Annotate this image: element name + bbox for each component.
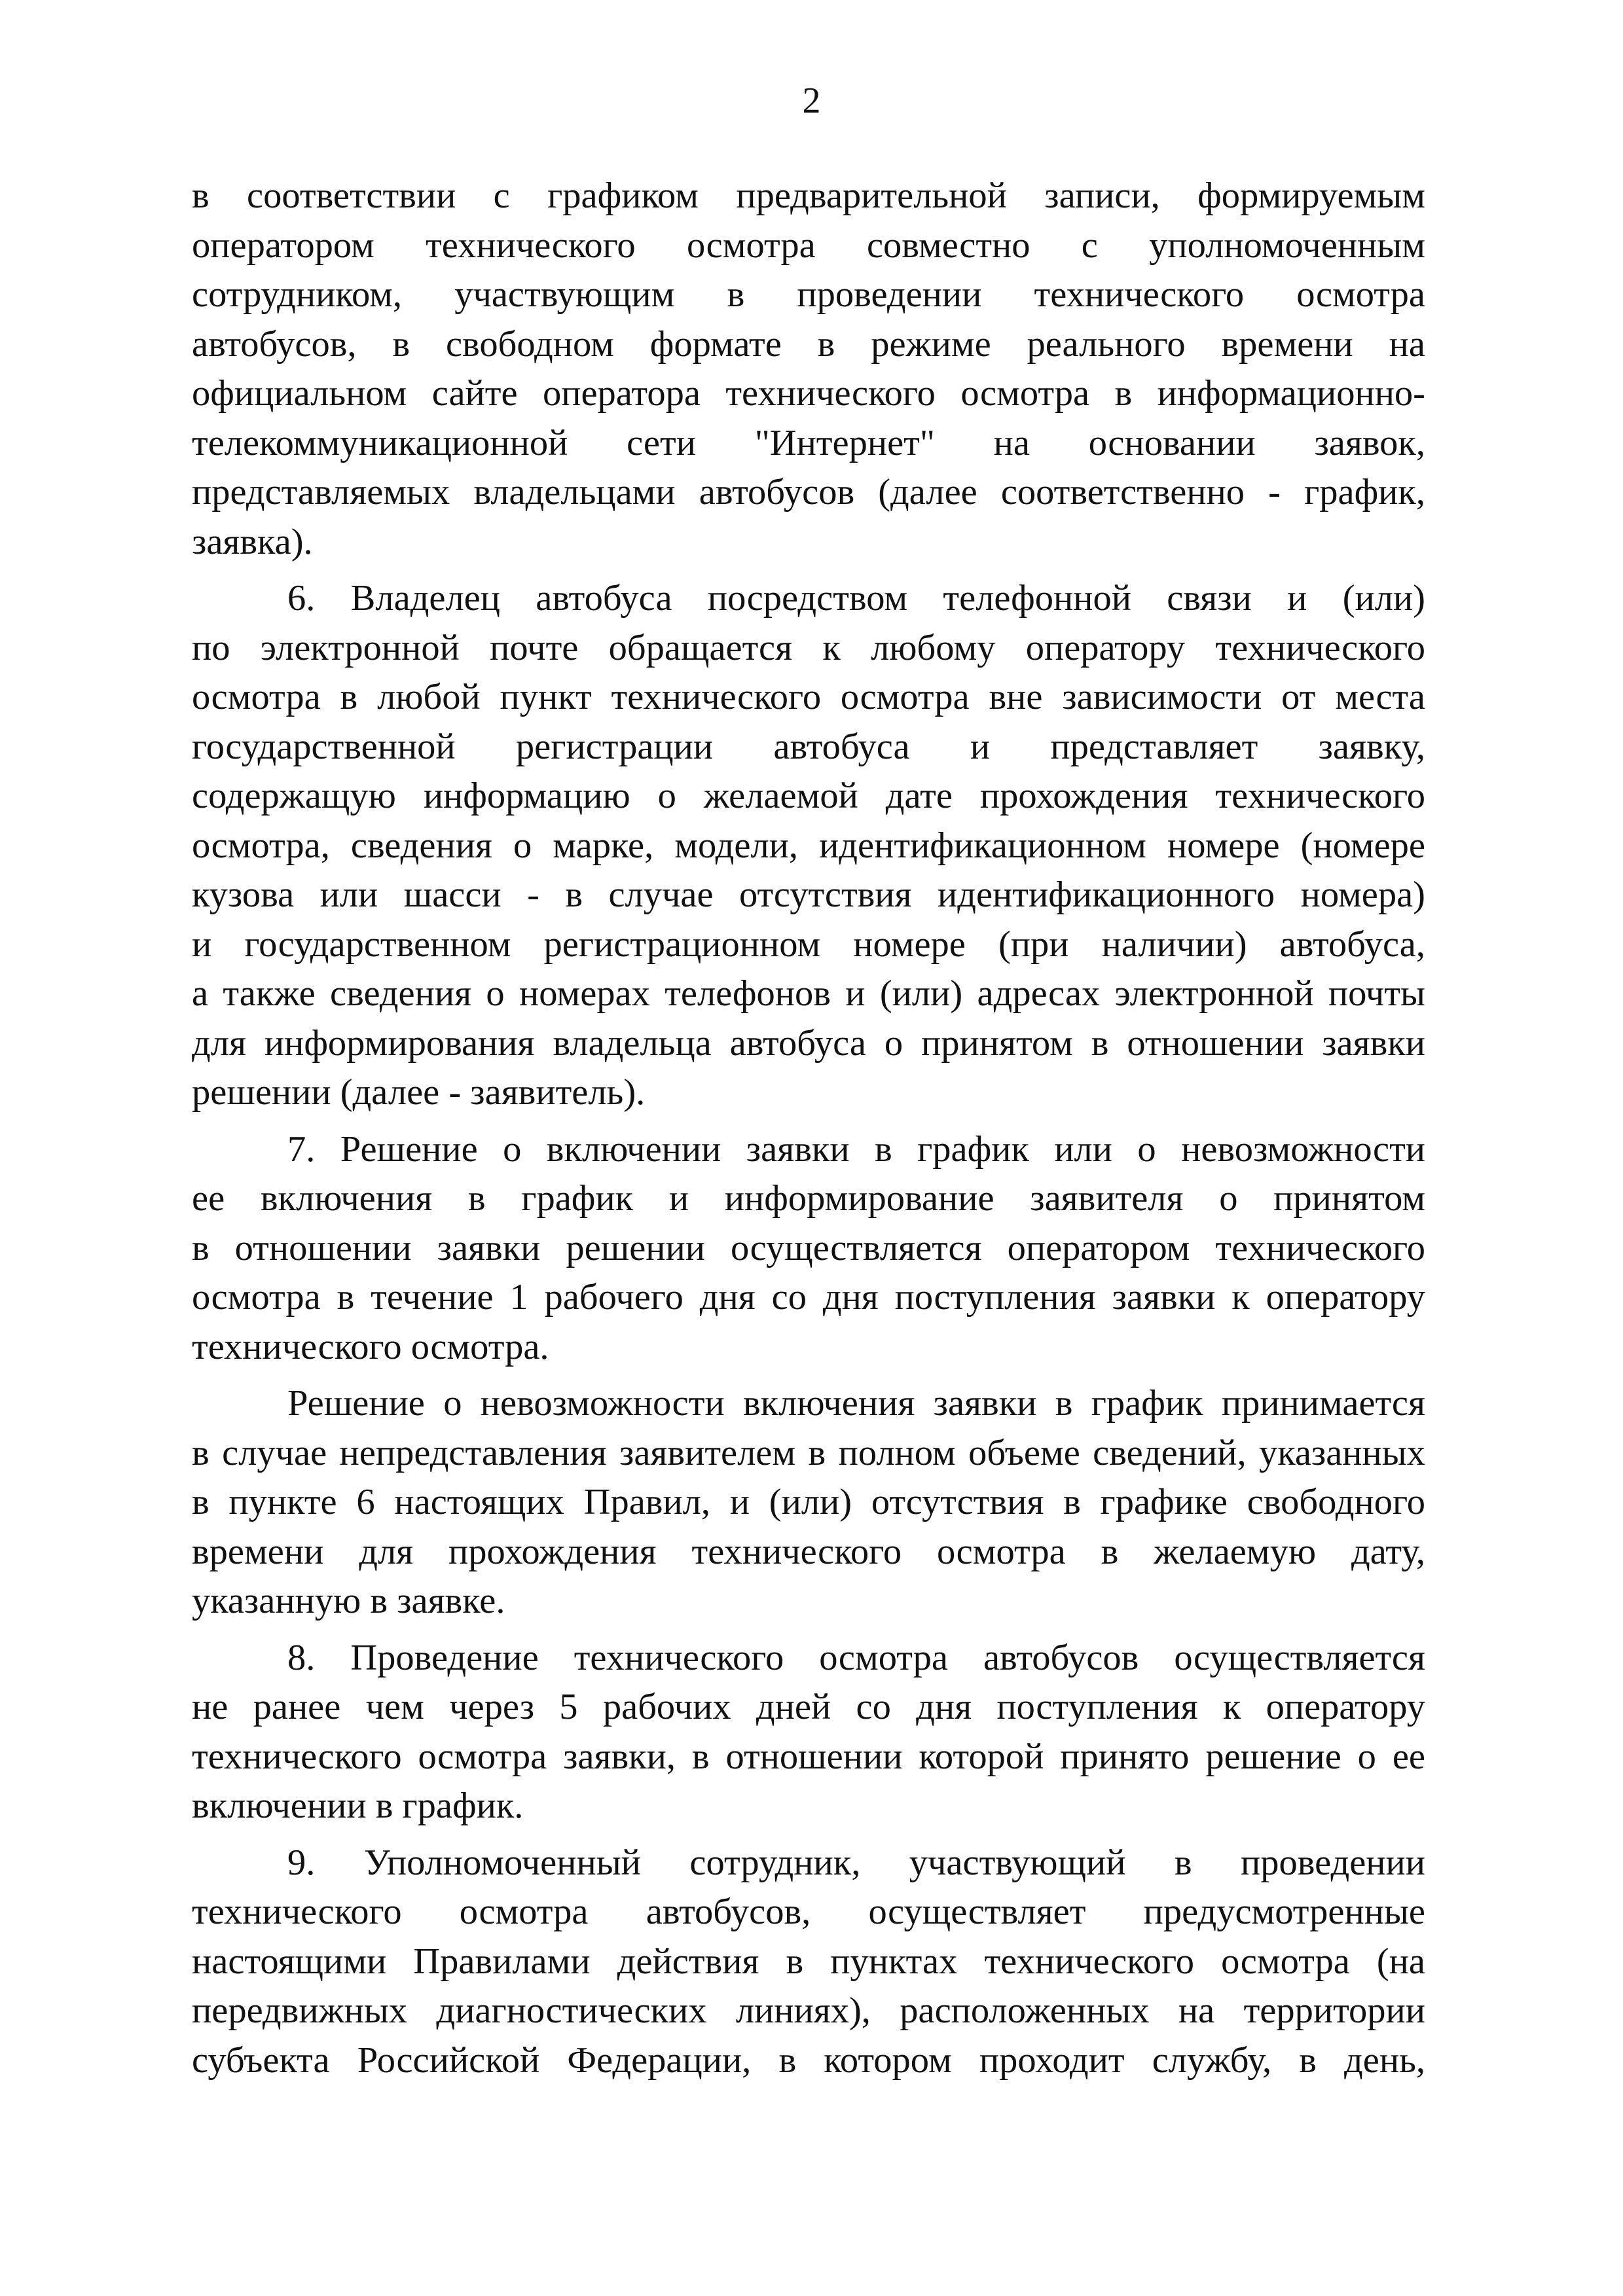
text-line: не ранее чем через 5 рабочих дней со дня поступления к оператору [192, 1687, 1425, 1727]
text-line: 8. Проведение технического осмотра автобусов осуществляется [287, 1637, 1425, 1678]
text-line: в соответствии с графиком предварительной записи, формируемым [192, 175, 1425, 216]
paragraph-item-9 [192, 1839, 1425, 2086]
text-line: осмотра в любой пункт технического осмотра вне зависимости от места [192, 677, 1425, 717]
page-number: 2 [802, 81, 821, 121]
text-line: по электронной почте обращается к любому оператору технического [192, 627, 1425, 668]
text-line: и государственном регистрационном номере (при наличии) автобуса, [192, 924, 1425, 965]
text-line: технического осмотра заявки, в отношении которой принято решение о ее [192, 1736, 1425, 1777]
text-line: решении (далее - заявитель). [192, 1072, 646, 1113]
text-line: в пункте 6 настоящих Правил, и (или) отсутствия в графике свободного [192, 1482, 1425, 1522]
text-line: субъекта Российской Федерации, в котором проходит службу, в день, [192, 2039, 1425, 2081]
text-line: указанную в заявке. [192, 1581, 505, 1621]
text-line: оператором технического осмотра совместно с уполномоченным [192, 224, 1425, 266]
document-body [192, 171, 1425, 2085]
text-line: времени для прохождения технического осмотра в желаемую дату, [192, 1531, 1425, 1572]
text-line: автобусов, в свободном формате в режиме реального времени на [192, 323, 1425, 365]
text-line: заявка). [192, 521, 313, 562]
text-line: сотрудником, участвующим в проведении технического осмотра [192, 274, 1425, 315]
paragraph-item-7-refusal [192, 1379, 1425, 1626]
text-line: государственной регистрации автобуса и представляет заявку, [192, 726, 1425, 767]
text-line: 6. Владелец автобуса посредством телефонной связи и (или) [287, 578, 1425, 619]
text-line: ее включения в график и информирование заявителя о принятом [192, 1178, 1425, 1219]
text-line: настоящими Правилами действия в пунктах технического осмотра (на [192, 1941, 1425, 1982]
text-line: официальном сайте оператора технического осмотра в информационно- [192, 373, 1425, 414]
text-line: в случае непредставления заявителем в полном объеме сведений, указанных [192, 1432, 1425, 1473]
text-line: осмотра, сведения о марке, модели, идентификационном номере (номере [192, 825, 1425, 866]
text-line: для информирования владельца автобуса о принятом в отношении заявки [192, 1022, 1425, 1064]
paragraph-item-7 [192, 1125, 1425, 1372]
text-line: представляемых владельцами автобусов (далее соответственно - график, [192, 472, 1425, 512]
paragraph-item-6 [192, 574, 1425, 1118]
text-line: а также сведения о номерах телефонов и (или) адресах электронной почты [192, 973, 1425, 1014]
text-line: Решение о невозможности включения заявки в график принимается [287, 1383, 1425, 1424]
text-line: кузова или шасси - в случае отсутствия идентификационного номера) [192, 874, 1425, 915]
text-line: 7. Решение о включении заявки в график или о невозможности [287, 1128, 1425, 1170]
text-line: 9. Уполномоченный сотрудник, участвующий в проведении [287, 1842, 1425, 1883]
text-line: передвижных диагностических линиях), расположенных на территории [192, 1990, 1425, 2031]
paragraph-continuation [192, 171, 1425, 567]
text-line: осмотра в течение 1 рабочего дня со дня поступления заявки к оператору [192, 1277, 1425, 1318]
text-line: включении в график. [192, 1785, 524, 1826]
text-line: телекоммуникационной сети "Интернет" на основании заявок, [192, 422, 1425, 463]
text-line: технического осмотра автобусов, осуществляет предусмотренные [192, 1892, 1425, 1932]
paragraph-item-8 [192, 1634, 1425, 1831]
text-line: в отношении заявки решении осуществляется оператором технического [192, 1227, 1425, 1268]
text-line: технического осмотра. [192, 1326, 549, 1367]
text-line: содержащую информацию о желаемой дате прохождения технического [192, 776, 1425, 816]
